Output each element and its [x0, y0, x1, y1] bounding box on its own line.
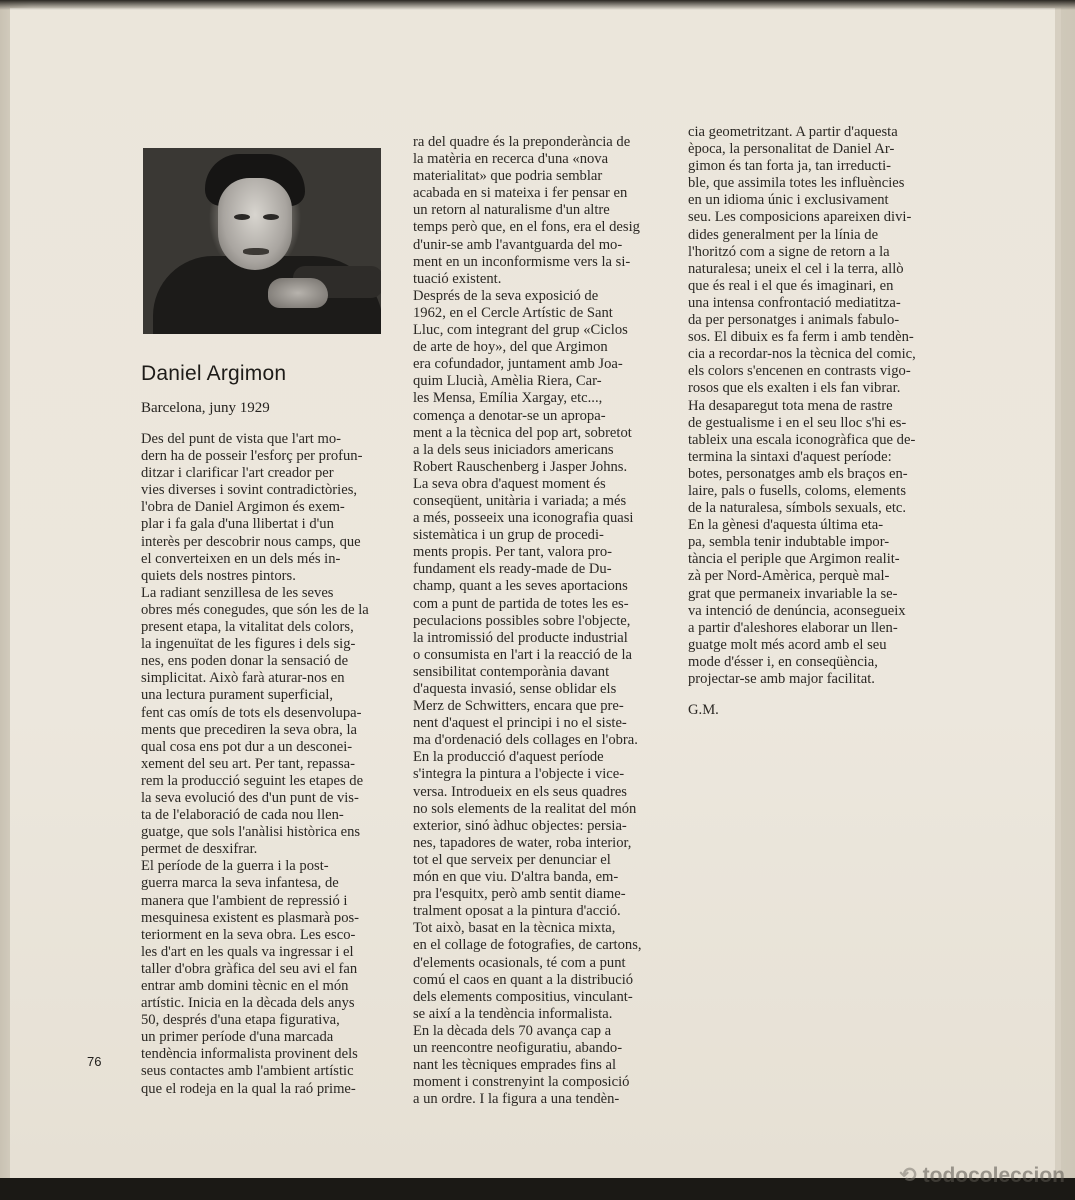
text-line: qual cosa ens pot dur a un desconei-: [141, 738, 353, 755]
text-line: obres més conegudes, que són les de la: [141, 601, 369, 618]
author-signature: G.M.: [688, 702, 719, 718]
text-line: artístic. Inicia en la dècada dels anys: [141, 995, 355, 1012]
text-column-3: [688, 124, 946, 688]
text-line: naturalesa; uneix el cel i la terra, allò: [688, 260, 904, 277]
text-line: de la naturalesa, símbols sexuals, etc.: [688, 500, 907, 517]
text-line: champ, quant a les seves aportacions: [413, 578, 628, 595]
text-line: un reencontre neofiguratiu, abando-: [413, 1039, 623, 1056]
text-line: una lectura purament superficial,: [141, 687, 334, 704]
text-line: acabada en si mateixa i fer pensar en: [413, 185, 628, 202]
text-line: xement del seu art. Per tant, repassa-: [141, 755, 355, 772]
text-line: ditzar i clarificar l'art creador per: [141, 465, 334, 482]
text-line: ment a la tècnica del pop art, sobretot: [413, 424, 632, 441]
text-line: La seva obra d'aquest moment és: [413, 475, 606, 492]
text-column-2: [413, 134, 654, 1108]
text-line: sensibilitat contemporània davant: [413, 663, 610, 680]
text-line: grat que permaneix invariable la se-: [688, 585, 898, 602]
text-line: cia a recordar-nos la tècnica del comic,: [688, 346, 916, 363]
text-line: ble, que assimila totes les influències: [688, 175, 905, 192]
text-line: exterior, sinó àdhuc objectes: persia-: [413, 817, 627, 834]
text-line: cia geometritzant. A partir d'aquesta: [688, 124, 898, 140]
text-line: Merz de Schwitters, encara que pre-: [413, 698, 624, 715]
text-line: rem la producció seguint les etapes de: [141, 772, 364, 789]
text-line: En la dècada dels 70 avança cap a: [413, 1022, 612, 1039]
text-line: ma d'ordenació dels collages en l'obra.: [413, 732, 638, 749]
text-line: taller d'obra gràfica del seu avi el fan: [141, 960, 358, 977]
text-line: Robert Rauschenberg i Jasper Johns.: [413, 458, 628, 475]
text-line: conseqüent, unitària i variada; a més: [413, 492, 627, 509]
text-line: tableix una escala iconogràfica que de-: [688, 431, 916, 448]
text-line: nent d'aquest el principi i no el siste-: [413, 715, 627, 732]
text-line: dels elements compositius, vinculant-: [413, 988, 633, 1005]
text-line: pra l'esquitx, però amb sentit diame-: [413, 886, 626, 903]
photo-eye: [234, 214, 250, 220]
text-line: dern ha de posseir l'esforç per profun-: [141, 448, 363, 465]
photo-eye: [263, 214, 279, 220]
text-line: no sols elements de la realitat del món: [413, 800, 637, 817]
text-line: s'integra la pintura a l'objecte i vice-: [413, 766, 625, 783]
text-line: ments que precediren la seva obra, la: [141, 721, 357, 738]
text-line: món en que viu. D'altra banda, em-: [413, 869, 619, 886]
text-line: de gestualisme i en el seu lloc s'hi es-: [688, 414, 907, 431]
text-line: fent cas omís de tots els desenvolupa-: [141, 704, 362, 721]
text-line: nes, ens poden donar la sensació de: [141, 653, 349, 670]
text-line: nes, tapadores de water, roba interior,: [413, 834, 632, 851]
text-line: d'elements ocasionals, té com a punt: [413, 954, 626, 971]
text-line: pa, sembla tenir indubtable impor-: [688, 534, 890, 551]
watermark-logo: ⟲ todocoleccion: [899, 1164, 1065, 1187]
text-line: sistemàtica i un grup de procedi-: [413, 527, 604, 544]
text-line: La radiant senzillesa de les seves: [141, 584, 334, 601]
text-line: zà per Nord-Amèrica, perquè mal-: [688, 568, 890, 585]
text-line: tuació existent.: [413, 270, 502, 287]
text-line: botes, personatges amb els braços en-: [688, 465, 908, 482]
text-line: present etapa, la vitalitat dels colors,: [141, 619, 354, 636]
text-line: a partir d'aleshores elaborar un llen-: [688, 619, 898, 636]
photo-hand: [268, 278, 328, 308]
text-line: Des del punt de vista que l'art mo-: [141, 431, 342, 447]
text-column-1: [141, 431, 379, 1098]
photo-face: [218, 178, 292, 270]
text-line: l'horitzó com a signe de retorn a la: [688, 243, 890, 260]
text-line: en el collage de fotografies, de cartons,: [413, 937, 642, 954]
text-line: guatge molt més acord amb el seu: [688, 636, 887, 653]
page-shadow: [0, 0, 1075, 10]
text-line: projectar-se amb major facilitat.: [688, 671, 875, 687]
text-line: En la producció d'aquest període: [413, 749, 604, 766]
text-line: seus contactes amb l'ambient artístic: [141, 1063, 354, 1080]
text-line: Ha desaparegut tota mena de rastre: [688, 397, 893, 414]
text-line: a la dels seus iniciadors americans: [413, 441, 614, 458]
text-line: els colors s'encenen en contrasts vigo-: [688, 363, 911, 380]
text-line: tot el que serveix per denunciar el: [413, 851, 611, 868]
text-line: moment i constrenyint la composició: [413, 1074, 630, 1091]
text-line: sos. El dibuix es fa ferm i amb tendèn-: [688, 329, 914, 346]
text-line: quiets dels nostres pintors.: [141, 567, 296, 584]
text-line: termina la sintaxi d'aquest període:: [688, 448, 892, 465]
text-line: Després de la seva exposició de: [413, 287, 599, 304]
text-line: En la gènesi d'aquesta última eta-: [688, 517, 884, 534]
text-line: nant les tècniques emprades fins al: [413, 1057, 617, 1074]
text-line: quim Llucià, Amèlia Riera, Car-: [413, 373, 602, 390]
text-line: comú el caos en quant a la distribució: [413, 971, 634, 988]
text-line: va intenció de denúncia, aconsegueix: [688, 602, 906, 619]
portrait-photo: [143, 148, 381, 334]
text-line: que el rodeja en la qual la raó prime-: [141, 1080, 356, 1097]
text-line: mesquinesa existent es plasmarà pos-: [141, 909, 360, 926]
text-line: tància el periple que Argimon realit-: [688, 551, 900, 568]
text-line: tralment oposat a la pintura d'acció.: [413, 903, 621, 920]
text-line: ment en un inconformisme vers la si-: [413, 253, 631, 270]
text-line: una intensa confrontació mediatitza-: [688, 294, 901, 311]
text-line: tendència informalista provinent dels: [141, 1046, 358, 1063]
birth-line: Barcelona, juny 1929: [141, 400, 270, 416]
text-line: Lluc, com integrant del grup «Ciclos: [413, 322, 628, 339]
text-line: El període de la guerra i la post-: [141, 858, 329, 875]
text-line: Tot això, basat en la tècnica mixta,: [413, 920, 616, 937]
text-line: era cofundador, juntament amb Joa-: [413, 356, 623, 373]
text-line: entrar amb domini tècnic en el món: [141, 978, 349, 994]
text-line: teriorment en la seva obra. Les esco-: [141, 926, 356, 943]
text-line: seu. Les composicions apareixen divi-: [688, 209, 912, 226]
text-line: mode d'ésser i, en conseqüència,: [688, 653, 878, 670]
text-line: o consumista en l'art i la reacció de la: [413, 646, 633, 663]
text-line: 50, després d'una etapa figurativa,: [141, 1012, 340, 1029]
text-line: la seva evolució des d'un punt de vis-: [141, 789, 359, 806]
text-line: guatge, que sols l'anàlisi històrica ens: [141, 824, 361, 841]
text-line: peculacions possibles sobre l'objecte,: [413, 612, 631, 629]
text-line: rosos que els exalten i els fan vibrar.: [688, 380, 901, 397]
text-line: època, la personalitat de Daniel Ar-: [688, 141, 895, 158]
text-line: de arte de hoy», del que Argimon: [413, 339, 608, 356]
text-line: ta de l'elaboració de cada nou llen-: [141, 807, 344, 824]
text-line: les Mensa, Emília Xargay, etc...,: [413, 390, 603, 407]
text-line: se així a la tendència informalista.: [413, 1005, 613, 1022]
text-line: simplicitat. Això farà aturar-nos en: [141, 670, 345, 687]
text-line: a més, posseeix una iconografia quasi: [413, 510, 634, 527]
text-line: la matèria en recerca d'una «nova: [413, 151, 609, 168]
text-line: plar i fa gala d'una llibertat i d'un: [141, 516, 334, 533]
text-line: com a punt de partida de totes les es-: [413, 595, 629, 612]
text-line: guerra marca la seva infantesa, de: [141, 875, 339, 892]
text-line: vies diverses i sovint contradictòries,: [141, 482, 358, 499]
page-number: 76: [87, 1054, 102, 1069]
text-line: ra del quadre és la preponderància de: [413, 134, 631, 150]
text-line: fundament els ready-made de Du-: [413, 561, 612, 578]
text-line: un retorn al naturalisme d'un altre: [413, 202, 610, 219]
artist-name-heading: Daniel Argimon: [141, 362, 287, 385]
text-line: laire, pals o fusells, coloms, elements: [688, 482, 907, 499]
text-line: el converteixen en un dels més in-: [141, 550, 341, 567]
text-line: la ingenuïtat de les figures i dels sig-: [141, 636, 356, 653]
text-line: ments propis. Per tant, valora pro-: [413, 544, 612, 561]
text-line: que és real i el que és imaginari, en: [688, 277, 894, 294]
text-line: permet de desxifrar.: [141, 841, 258, 858]
text-line: temps però que, en el fons, era el desig: [413, 219, 640, 236]
text-line: d'unir-se amb l'avantguarda del mo-: [413, 236, 623, 253]
text-line: dides generalment per la línia de: [688, 226, 879, 243]
text-line: a un ordre. I la figura a una tendèn-: [413, 1091, 620, 1108]
text-line: en un idioma únic i exclusivament: [688, 192, 889, 209]
text-line: versa. Introdueix en els seus quadres: [413, 783, 627, 800]
text-line: interès per descobrir nous camps, que: [141, 533, 361, 550]
watermark-text: todocoleccion: [922, 1164, 1065, 1187]
text-line: la intromissió del producte industrial: [413, 629, 628, 646]
text-line: d'aquesta invasió, sense oblidar els: [413, 681, 617, 697]
text-line: comença a denotar-se un apropa-: [413, 407, 606, 424]
text-line: materialitat» que podria semblar: [413, 168, 603, 185]
text-line: un primer període d'una marcada: [141, 1029, 334, 1046]
photo-mouth: [243, 248, 269, 255]
text-line: gimon és tan forta ja, tan irreducti-: [688, 158, 892, 175]
text-line: da per personatges i animals fabulo-: [688, 312, 900, 329]
text-line: 1962, en el Cercle Artístic de Sant: [413, 304, 613, 321]
text-line: les d'art en les quals va ingressar i el: [141, 943, 354, 960]
text-line: l'obra de Daniel Argimon és exem-: [141, 499, 345, 516]
text-line: manera que l'ambient de repressió i: [141, 892, 348, 909]
